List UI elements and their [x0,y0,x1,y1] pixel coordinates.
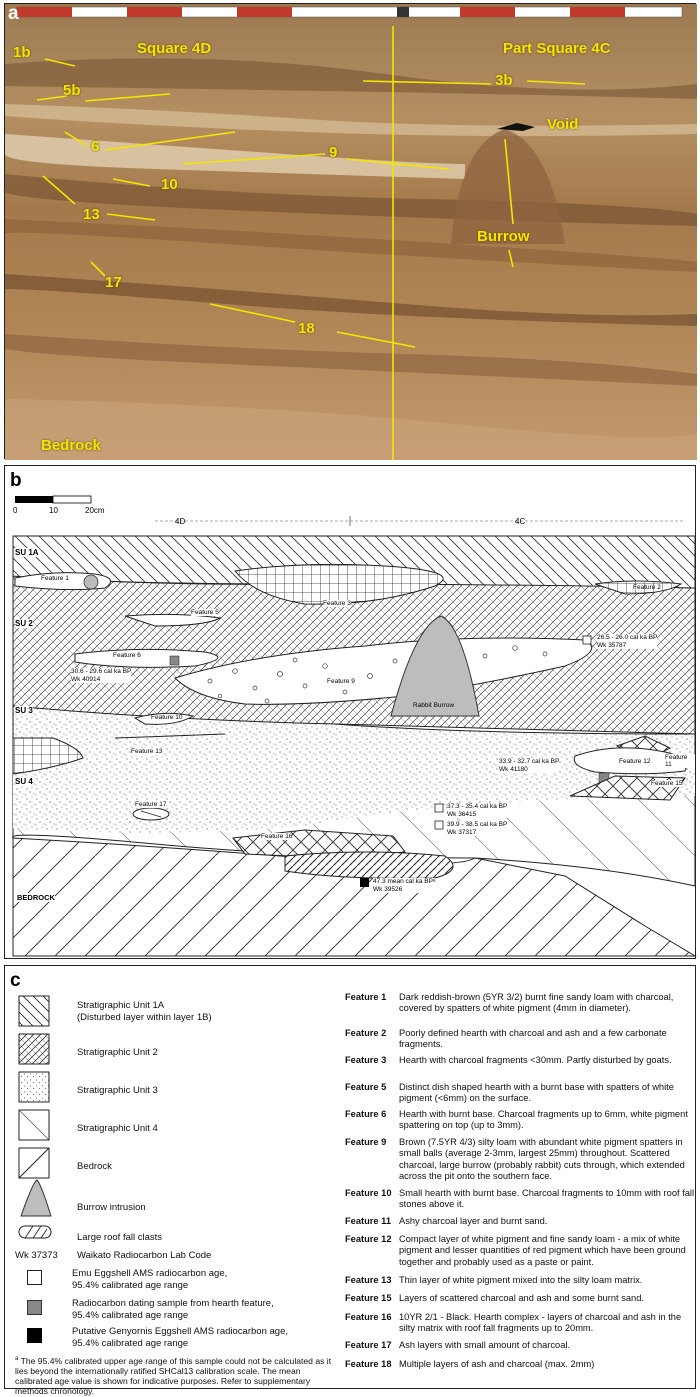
annotation-square-4d: Square 4D [137,40,212,57]
legend-su1a-text: Stratigraphic Unit 1A [77,1000,165,1011]
legend-symbols [11,994,71,1294]
panel-b-section-drawing [4,465,696,959]
unit-su3: SU 3 [15,706,33,715]
legend-swatch-su2 [19,1034,49,1064]
lab-code-example: Wk 37373 [15,1250,58,1261]
panel-c-legend [4,965,696,1397]
feature-desc: Thin layer of white pigment mixed into the silty loam matrix. [399,1275,643,1285]
unit-su1a: SU 1A [15,548,39,557]
legend-su4: Stratigraphic Unit 4 [77,1123,158,1134]
sample-hearth-line1: Radiocarbon dating sample from hearth feature, [72,1298,274,1309]
annotation-13: 13 [83,206,100,223]
sample-genyornis-text [72,1326,288,1349]
sample-emu-line1: Emu Eggshell AMS radiocarbon age, [72,1268,228,1279]
emu-eggshell-swatch [27,1270,42,1285]
feature-name: Feature 16 [345,1312,392,1322]
panel-c-label: c [10,970,21,991]
feature-desc: Layers of scattered charcoal and ash and some burnt sand. [399,1293,644,1303]
feature-name: Feature 18 [345,1359,392,1369]
feature-2-label: Feature 2 [633,584,661,591]
unit-bedrock: BEDROCK [17,893,55,902]
feature-desc: Ashy charcoal layer and burnt sand. [399,1216,548,1226]
panel-b-label: b [10,470,22,491]
date-37-label [447,803,507,818]
sample-hearth-line2: 95.4% calibrated age range [72,1309,189,1321]
date-26-range: 26.5 - 26.0 cal ka BP [597,634,658,641]
feature-row [345,1082,695,1105]
feature-desc: Poorly defined hearth with charcoal and ash and a few carbonate fragments. [399,1028,667,1050]
legend-swatch-su3 [19,1072,49,1102]
date-30-range: 30.6 - 29.6 cal ka BP [71,668,132,675]
feature-row [345,1340,695,1351]
sample-hearth-row [27,1298,274,1321]
feature-desc: Hearth with charcoal fragments <30mm. Partly disturbed by goats. [399,1055,672,1065]
date-26-code: Wk 35787 [597,641,627,649]
date-47-code: Wk 39526 [373,885,403,893]
sample-genyornis-row [27,1326,288,1349]
date-33-range: 33.9 - 32.7 cal ka BP [499,758,560,765]
feature-10-label: Feature 10 [151,714,183,721]
legend-swatch-burrow [21,1180,51,1216]
feature-name: Feature 12 [345,1234,392,1244]
stratigraphy-drawing [5,466,697,960]
feature-name: Feature 15 [345,1293,392,1303]
feature-name: Feature 13 [345,1275,392,1285]
sample-hearth-text [72,1298,274,1321]
feature-desc: Small hearth with burnt base. Charcoal fragments to 10mm with roof fall stones above it. [399,1188,695,1210]
date-30-code: Wk 40914 [71,675,101,683]
feature-row [345,1293,695,1304]
date-33-label [499,758,559,773]
sample-emu-text [72,1268,227,1291]
feature-12-label: Feature 12 [619,758,651,765]
date-37-range: 37.3 - 35.4 cal ka BP [447,803,508,810]
feature-row [345,1312,695,1335]
legend-burrow: Burrow intrusion [77,1202,146,1213]
square-4c: 4C [515,517,526,526]
date-39-label [447,821,507,836]
hearth-sample-swatch [27,1300,42,1315]
section-photograph [5,4,697,460]
feature-row [345,1359,695,1370]
footnote [15,1354,333,1397]
sample-genyornis-line2: 95.4% calibrated age range [72,1337,189,1349]
genyornis-swatch [27,1328,42,1343]
feature-name: Feature 17 [345,1340,392,1350]
date-39-code: Wk 37317 [447,828,477,836]
feature-6-label: Feature 6 [113,652,141,659]
date-33-code: Wk 41180 [499,765,528,773]
feature-row [345,992,695,1015]
feature-name: Feature 2 [345,1028,387,1038]
feature-desc: Dark reddish-brown (5YR 3/2) burnt fine sandy loam with charcoal, covered by spatters of white pigment (4mm in diameter). [399,992,674,1014]
scale-0: 0 [13,506,18,515]
annotation-3b: 3b [495,72,513,89]
feature-5-label: Feature 5 [191,609,219,616]
feature-row [345,1216,695,1227]
feature-16-label: Feature 16 [261,833,293,840]
feature-15-label: Feature 15 [651,780,683,787]
rabbit-burrow-label: Rabbit Burrow [413,702,455,709]
scale-20cm: 20cm [85,506,105,515]
date-30-label [71,668,131,683]
feature-desc: Ash layers with small amount of charcoal. [399,1340,571,1350]
date-47-label [373,878,435,893]
legend-su3: Stratigraphic Unit 3 [77,1085,158,1096]
sample-emu-row [27,1268,227,1291]
date-47-range: 47.3 mean cal ka BPᵃ [373,878,436,885]
feature-17-label: Feature 17 [135,801,167,808]
legend-swatch-su1a [19,996,49,1026]
annotation-bedrock: Bedrock [41,437,102,454]
feature-name: Feature 10 [345,1188,392,1198]
feature-9-label: Feature 9 [327,678,355,685]
panel-a-label: a [8,3,19,24]
feature-desc: 10YR 2/1 - Black. Hearth complex - layers of charcoal and ash in the silty matrix with roof fall fragments up to 20mm. [399,1312,682,1334]
square-4d: 4D [175,517,186,526]
annotation-1b: 1b [13,44,31,61]
annotation-part-square-4c: Part Square 4C [503,40,611,57]
feature-desc: Hearth with burnt base. Charcoal fragments up to 6mm, white pigment spattering on top (up to 3mm). [399,1109,688,1131]
date-37-code: Wk 36415 [447,810,477,818]
legend-swatch-roof-fall [19,1226,51,1238]
legend-su1a [77,1000,212,1023]
footnote-marker: a [15,1356,19,1362]
legend-roof-fall: Large roof fall clasts [77,1232,163,1243]
feature-desc: Multiple layers of ash and charcoal (max. 2mm) [399,1359,595,1369]
feature-row [345,1234,695,1268]
scale-10: 10 [49,506,58,515]
legend-su1a-note: (Disturbed layer within layer 1B) [77,1011,212,1023]
feature-name: Feature 3 [345,1055,387,1065]
annotation-9: 9 [329,144,338,161]
feature-name: Feature 6 [345,1109,387,1119]
sample-emu-line2: 95.4% calibrated age range [72,1279,189,1291]
legend-swatch-su4 [19,1110,49,1140]
annotation-burrow: Burrow [477,228,530,245]
panel-a-photo [4,3,696,459]
annotation-18: 18 [298,320,315,337]
legend-bedrock: Bedrock [77,1161,112,1172]
feature-row [345,1188,695,1211]
unit-su4: SU 4 [15,777,33,786]
date-26-label [597,634,657,649]
feature-3-label: Feature 3 [323,600,351,607]
feature-row [345,1137,695,1183]
lab-code-text: Waikato Radiocarbon Lab Code [77,1250,212,1261]
feature-row [345,1055,695,1066]
feature-desc: Compact layer of white pigment and fine sandy loam - a mix of white pigment and lesser quantities of red pigment which have been ground together and probably used as a paste or paint. [399,1234,686,1267]
legend-su2: Stratigraphic Unit 2 [77,1047,158,1058]
feature-name: Feature 1 [345,992,387,1002]
annotation-10: 10 [161,176,178,193]
feature-name: Feature 11 [345,1216,391,1226]
feature-row [345,1109,695,1132]
lab-code-row [15,1250,211,1262]
feature-row [345,1028,695,1051]
annotation-17: 17 [105,274,122,291]
feature-11-label: Feature 11 [665,754,695,768]
feature-name: Feature 9 [345,1137,387,1147]
feature-desc: Brown (7.5YR 4/3) silty loam with abundant white pigment spatters in small balls (average 2-3mm, largest 25mm) throughout. Scattered charcoal, large burrow (probably rabbit) cuts through, which extended across the pit onto the southern face. [399,1137,685,1182]
feature-13-label: Feature 13 [131,748,163,755]
annotation-5b: 5b [63,82,81,99]
footnote-text: The 95.4% calibrated upper age range of this sample could not be calculated as it lies beyond the internationally ratified SHCal13 calibration scale. The mean calibrated age value is shown for indicative purposes. Refer to supplementary methods chronology. [15,1355,332,1397]
date-39-range: 39.9 - 38.5 cal ka BP [447,821,508,828]
feature-name: Feature 5 [345,1082,387,1092]
sample-genyornis-line1: Putative Genyornis Eggshell AMS radiocarbon age, [72,1326,288,1337]
feature-row [345,1275,695,1286]
feature-desc: Distinct dish shaped hearth with a burnt base with spatters of white pigment (<6mm) on the surface. [399,1082,674,1104]
unit-su2: SU 2 [15,619,33,628]
feature-1-label: Feature 1 [41,575,69,582]
legend-swatch-bedrock [19,1148,49,1178]
annotation-6: 6 [91,138,100,155]
annotation-void: Void [547,116,579,133]
